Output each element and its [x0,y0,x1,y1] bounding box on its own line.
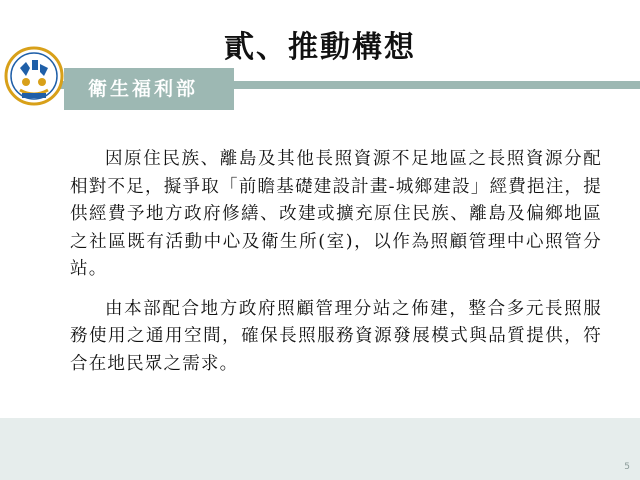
paragraph-1: 因原住民族、離島及其他長照資源不足地區之長照資源分配相對不足，擬爭取「前瞻基礎建設計畫-城鄉建設」經費挹注，提供經費予地方政府修繕、改建或擴充原住民族、離島及偏鄉地區之社區既有活動中心及衛生所(室)，以作為照顧管理中心照管分站。 [70,149,602,279]
page-number: 5 [624,462,630,472]
slide-title: 貳、推動構想 [224,30,416,65]
paragraph-2: 由本部配合地方政府照顧管理分站之佈建，整合多元長照服務使用之通用空間，確保長照服務資源發展模式與品質提供，符合在地民眾之需求。 [70,298,602,374]
header-band [0,68,640,110]
body-text [70,146,602,390]
ministry-emblem-icon [4,46,64,106]
footer-band [0,418,640,480]
org-name: 衛生福利部 [88,78,199,100]
